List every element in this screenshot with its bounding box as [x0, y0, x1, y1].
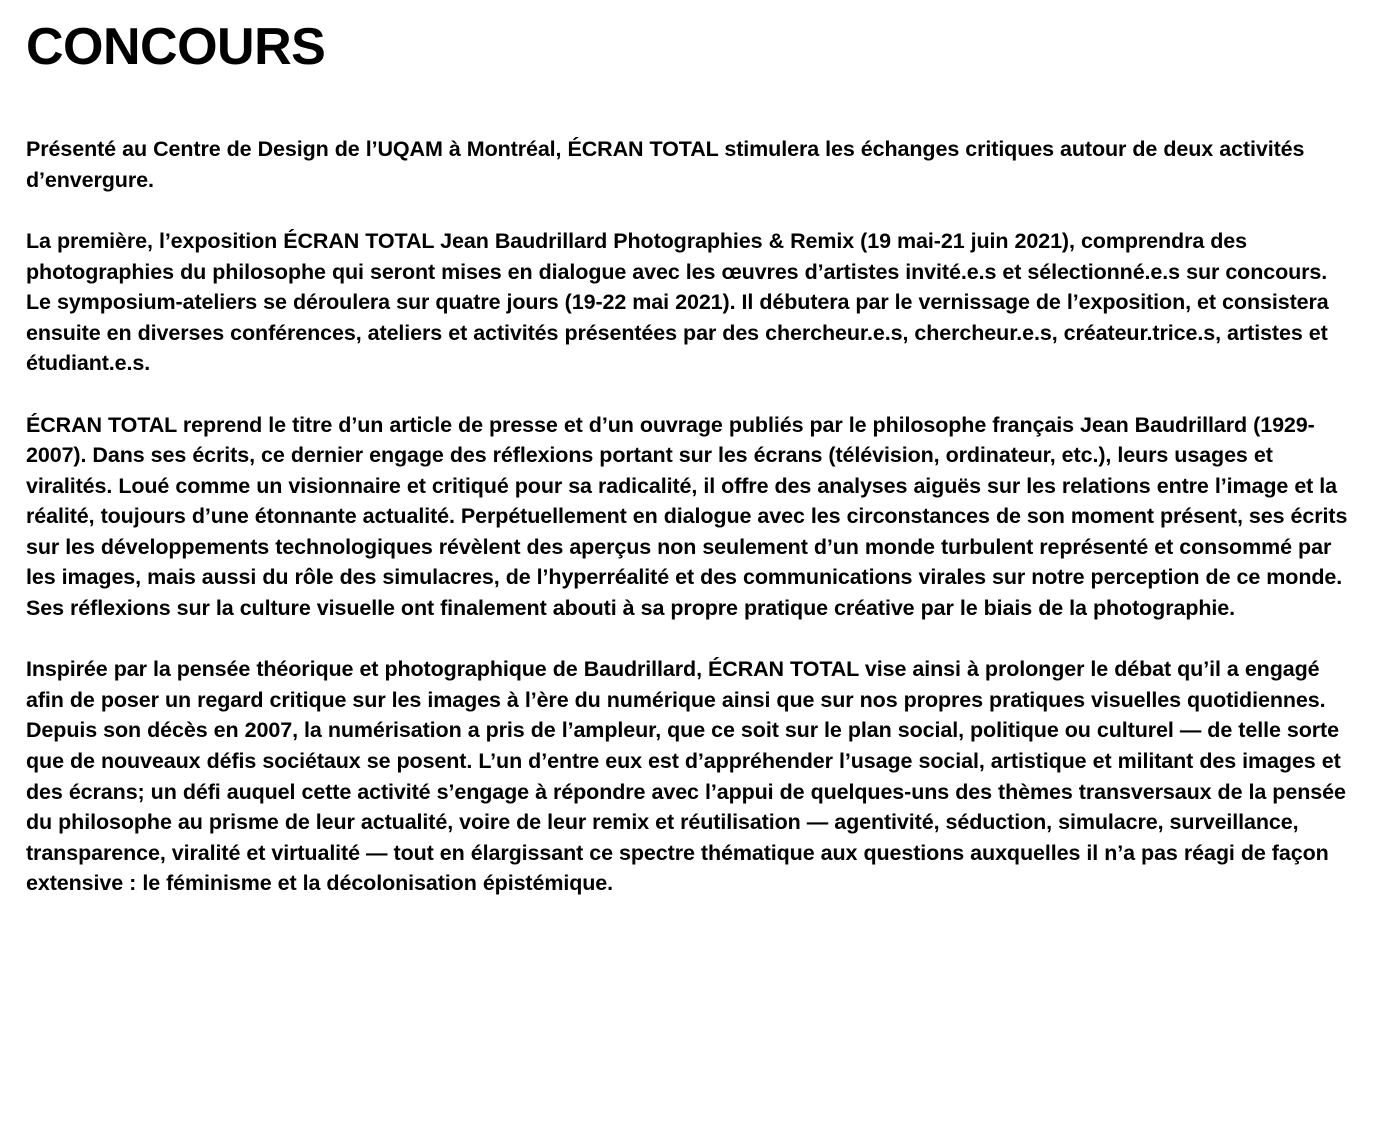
page-title: CONCOURS [26, 18, 326, 76]
paragraph-intro: Présenté au Centre de Design de l’UQAM à Montréal, ÉCRAN TOTAL stimulera les échanges critiques autour de deux activités d’envergure. [26, 137, 1305, 192]
paragraph-ecran-total-origin: ÉCRAN TOTAL reprend le titre d’un article de presse et d’un ouvrage publiés par le philosophe français Jean Baudrillard (1929-2007). Dans ses écrits, ce dernier engage des réflexions portant sur les écrans (télévision, ordinateur, etc.), leurs usages et viralités. Loué comme un visionnaire et critiqué pour sa radicalité, il offre des analyses aiguës sur les relations entre l’image et la réalité, toujours d’une étonnante actualité. Perpétuellement en dialogue avec les circonstances de son moment présent, ses écrits sur les développements technologiques révèlent des aperçus non seulement d’un monde turbulent représenté et consommé par les images, mais aussi du rôle des simulacres, de l’hyperréalité et des communications virales sur notre perception de ce monde. Ses réflexions sur la culture visuelle ont finalement abouti à sa propre pratique créative par le biais de la photographie. [26, 412, 1348, 620]
paragraph-inspiration: Inspirée par la pensée théorique et photographique de Baudrillard, ÉCRAN TOTAL vise ainsi à prolonger le débat qu’il a engagé afin de poser un regard critique sur les images à l’ère du numérique ainsi que sur nos propres pratiques visuelles quotidiennes. Depuis son décès en 2007, la numérisation a pris de l’ampleur, que ce soit sur le plan social, politique ou culturel — de telle sorte que de nouveaux défis sociétaux se posent. L’un d’entre eux est d’appréhender l’usage social, artistique et militant des images et des écrans; un défi auquel cette activité s’engage à répondre avec l’appui de quelques-uns des thèmes transversaux de la pensée du philosophe au prisme de leur actualité, voire de leur remix et réutilisation — agentivité, séduction, simulacre, surveillance, transparence, viralité et virtualité — tout en élargissant ce spectre thématique aux questions auxquelles il n’a pas réagi de façon extensive : le féminisme et la décolonisation épistémique. [26, 657, 1346, 896]
paragraph-exposition: La première, l’exposition ÉCRAN TOTAL Jean Baudrillard Photographies & Remix (19 mai-21 juin 2021), comprendra des photographies du philosophe qui seront mises en dialogue avec les œuvres d’artistes invité.e.s et sélectionné.e.s sur concours. Le symposium-ateliers se déroulera sur quatre jours (19-22 mai 2021). Il débutera par le vernissage de l’exposition, et consistera ensuite en diverses conférences, ateliers et activités présentées par des chercheur.e.s, chercheur.e.s, créateur.trice.s, artistes et étudiant.e.s. [26, 229, 1329, 376]
